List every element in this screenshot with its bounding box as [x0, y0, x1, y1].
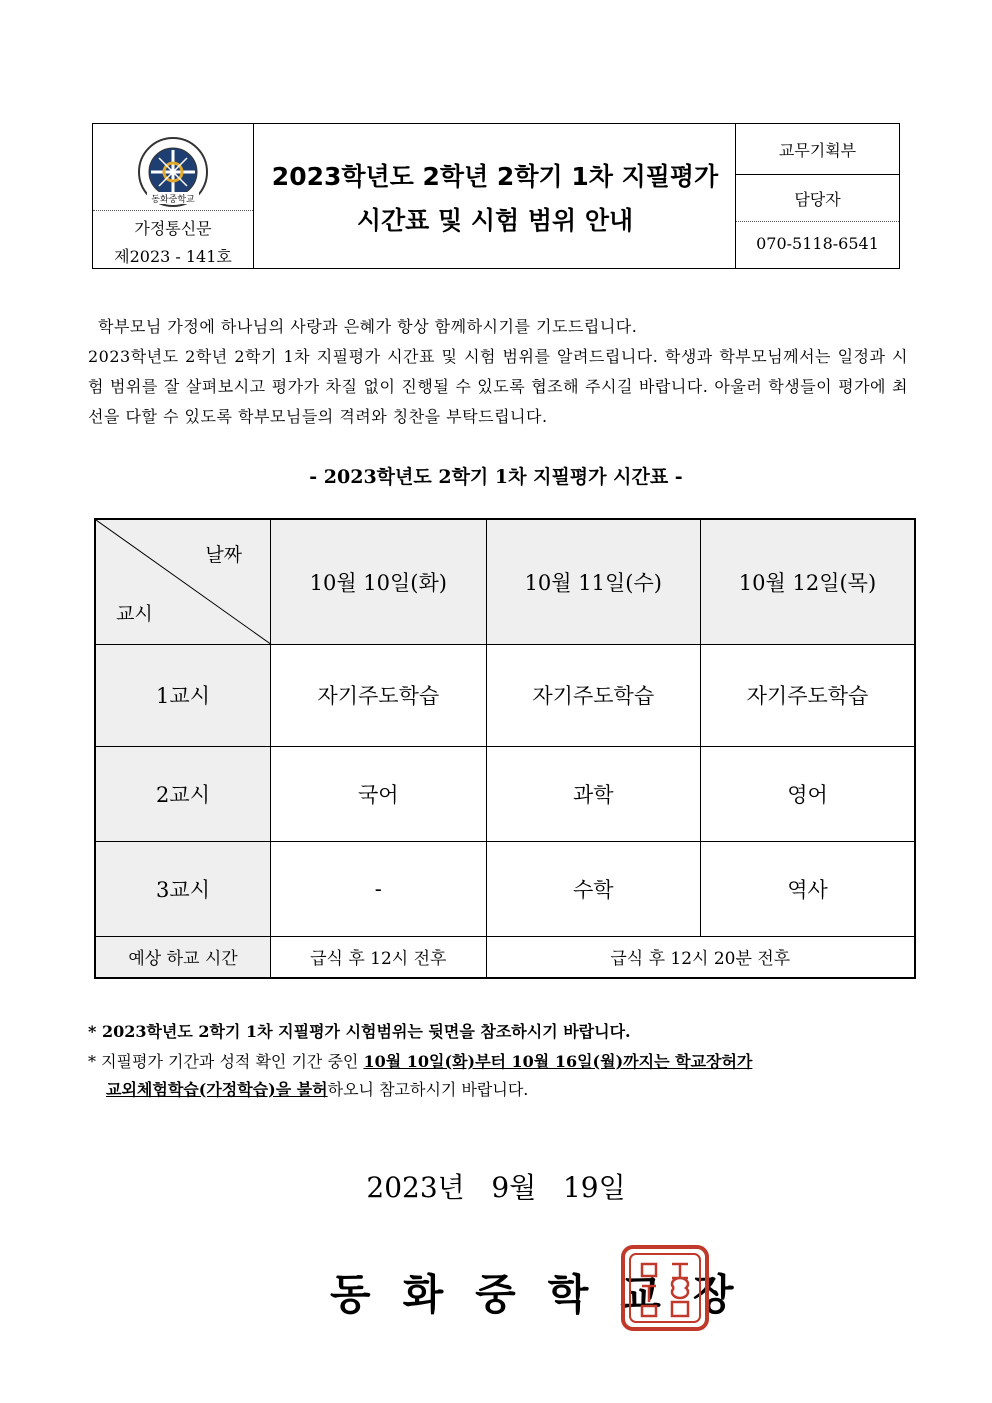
- note-text: 하오니 참고하시기 바랍니다.: [327, 1080, 529, 1099]
- table-row: [95, 644, 915, 746]
- dismissal-time: 급식 후 12시 전후: [271, 936, 486, 978]
- note-text: * 지필평가 기간과 성적 확인 기간 중인: [88, 1052, 364, 1071]
- corner-period-label: 교시: [116, 602, 153, 625]
- department: 교무기획부: [778, 141, 857, 160]
- phone-number: 070-5118-6541: [756, 234, 879, 253]
- date-header: 10월 11일(수): [486, 519, 700, 644]
- date-header: 10월 12일(목): [700, 519, 915, 644]
- dismissal-row: [95, 936, 915, 978]
- note-exam-scope: * 2023학년도 2학기 1차 지필평가 시험범위는 뒷면을 참조하시기 바랍니다.: [88, 1022, 631, 1041]
- subject-cell: 국어: [271, 746, 486, 841]
- period-label: 2교시: [95, 746, 271, 841]
- note-emphasis: 10월 10일(화)부터 10월 16일(월)까지는 학교장허가: [363, 1052, 753, 1071]
- principal-signature: 동화중학교장: [330, 1270, 766, 1319]
- subject-cell: 영어: [700, 746, 915, 841]
- page-subtitle: 시간표 및 시험 범위 안내: [356, 206, 634, 235]
- schedule-title: - 2023학년도 2학기 1차 지필평가 시간표 -: [309, 466, 683, 488]
- doc-number: 제2023 - 141호: [114, 247, 232, 266]
- subject-cell: 자기주도학습: [271, 644, 486, 746]
- letterhead: [92, 123, 900, 269]
- doc-info-cell: [93, 124, 254, 268]
- subject-cell: 자기주도학습: [700, 644, 915, 746]
- logo-label: 동화중학교: [151, 195, 195, 205]
- corner-cell: [95, 519, 271, 644]
- contact-cell: [735, 124, 899, 268]
- dismissal-label: 예상 하교 시간: [95, 936, 271, 978]
- diagonal-divider: [96, 520, 272, 645]
- note-field-trip: [88, 1048, 918, 1104]
- table-row: [95, 746, 915, 841]
- subject-cell: 수학: [486, 841, 700, 936]
- official-seal-icon: [620, 1244, 710, 1332]
- intro-greeting: 학부모님 가정에 하나님의 사랑과 은혜가 항상 함께하시기를 기도드립니다.: [98, 317, 638, 336]
- intro-body: 2023학년도 2학년 2학기 1차 지필평가 시간표 및 시험 범위를 알려드립니다. 학생과 학부모님께서는 일정과 시험 범위를 잘 살펴보시고 평가가 차질 없이 진행될 수 있도록 협조해 주시길 바랍니다. 아울러 학생들이 평가에 최선을 다할 수 있도록 학부모님들의 격려와 칭찬을 부탁드립니다.: [88, 347, 908, 426]
- date-header: 10월 10일(화): [271, 519, 486, 644]
- table-header-row: [95, 519, 915, 644]
- dismissal-time: 급식 후 12시 20분 전후: [486, 936, 915, 978]
- exam-schedule-table: [94, 518, 916, 979]
- subject-cell: 자기주도학습: [486, 644, 700, 746]
- subject-cell: -: [271, 841, 486, 936]
- note-emphasis: 교외체험학습(가정학습)을 불허: [106, 1080, 328, 1099]
- school-logo-icon: [133, 136, 213, 210]
- period-label: 1교시: [95, 644, 271, 746]
- subject-cell: 역사: [700, 841, 915, 936]
- subject-cell: 과학: [486, 746, 700, 841]
- table-row: [95, 841, 915, 936]
- contact-label: 담당자: [794, 190, 841, 209]
- page-title: 2023학년도 2학년 2학기 1차 지필평가: [271, 162, 719, 191]
- period-label: 3교시: [95, 841, 271, 936]
- doc-type: 가정통신문: [134, 219, 212, 238]
- corner-date-label: 날짜: [205, 544, 243, 566]
- issue-date: 2023년 9월 19일: [366, 1171, 626, 1204]
